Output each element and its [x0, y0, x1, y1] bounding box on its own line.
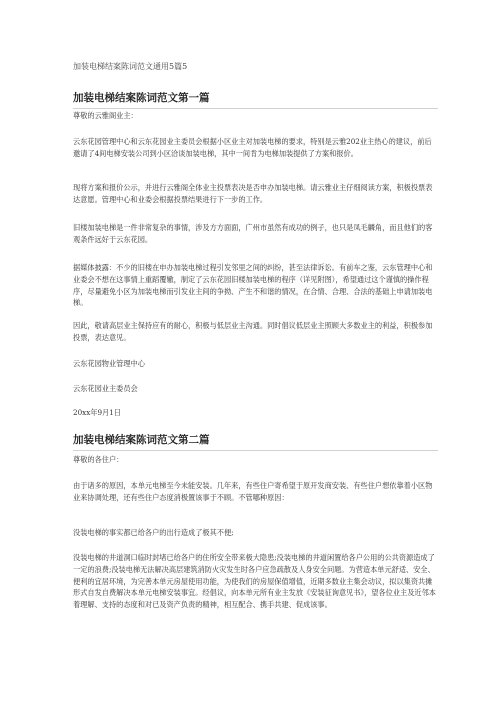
paragraph-1-4: 据媒体披露：不少的旧楼在申办加装电梯过程引发邻里之间的纠纷，甚至法律诉讼。有前车之鉴，云东管理中心和业委会不想在这事情上重蹈覆辙，制定了云东花园旧楼加装电梯的程序（详见附图），希望通过这个谨慎的操作程序，尽量避免小区为加装电梯而引发业主间的争拗、产生不和谐的情况，在合情、合理、合法的基础上申请加装电梯。: [73, 263, 433, 308]
section-divider-2: [73, 450, 438, 451]
salutation-2: 尊敬的各住户：: [73, 455, 124, 464]
signature-date: 20xx年9月1日: [73, 408, 121, 417]
document-title: 加装电梯结案陈词范文通用5篇5: [73, 62, 188, 71]
paragraph-1-1: 云东花园管理中心和云东花园业主委员会根据小区业主对加装电梯的要求，特别是云雅202业主热心的建议，前后邀请了4间电梯安装公司到小区洽谈加装电梯，其中一间肯为电梯加装提供了方案和报价。: [73, 137, 432, 158]
section-heading-2: 加装电梯结案陈词范文第二篇: [73, 434, 210, 446]
paragraph-2-1: 由于诸多的原因，本单元电梯至今未能安装。几年来，有些住户寄希望于原开发商安装、有些住户想依靠着小区物业来协调处理，还有些住户态度消极置该事于不顾。不管哪种原因：: [73, 481, 433, 502]
signature-org-1: 云东花园物业管理中心: [73, 359, 145, 368]
paragraph-1-3: 旧楼加装电梯是一件非常复杂的事情，涉及方方面面，广州市虽然有成功的例子，也只是凤毛麟角，而且他们的客观条件远好于云东花园。: [73, 223, 433, 244]
section-divider-1: [73, 108, 438, 109]
paragraph-2-2: 没装电梯的事实都已给各户的出行造成了极其不便;: [73, 528, 234, 537]
paragraph-1-5: 因此，敬请高层业主保持应有的耐心，积极与低层业主沟通。同时倡议低层业主照顾大多数业主的利益，积极参加投票，表达意见。: [73, 321, 433, 342]
salutation-1: 尊敬的云雅阁业主：: [73, 111, 138, 120]
section-heading-1: 加装电梯结案陈词范文第一篇: [73, 92, 210, 104]
paragraph-2-3: 没装电梯的井道洞口临时封堵已给各户的住所安全带来极大隐患;没装电梯的井道闲置给各户公用的公共资源造成了一定的浪费;没装电梯无法解决高层建筑消防火灾发生时各户应急疏散及人身安全问题。为营造本单元舒适、安全、便利的宜居环境，为完善本单元房屋使用功能，为使我们的房屋保值增值，近期多数业主集会动议，拟以集资共摊形式自发自费解决本单元电梯安装事宜。经倡议，向本单元所有业主发放《安装征询意见书》，望各位业主及近邻本着理解、支持的态度和对已及资产负责的精神，相互配合、携手共建、促成该事。: [73, 553, 436, 610]
signature-org-2: 云东花园业主委员会: [73, 384, 138, 393]
paragraph-1-2: 现将方案和报价公示，并进行云雅阁全体业主投票表决是否申办加装电梯。请云雅业主仔细阅读方案，积极投票表达意愿。管理中心和业委会根据投票结果进行下一步的工作。: [73, 183, 433, 204]
